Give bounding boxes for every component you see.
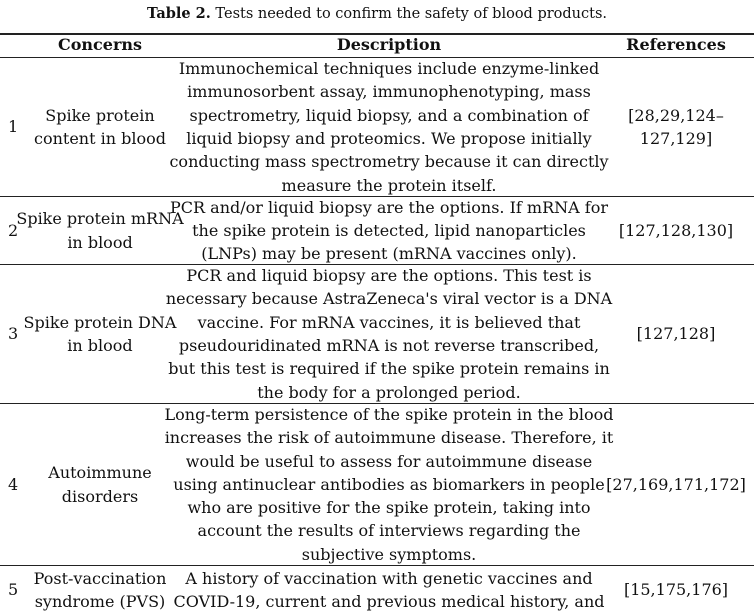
description-line: increases the risk of autoimmune disease. Therefore, it [164,428,614,448]
description-line: the spike protein is detected, lipid nanoparticles [192,220,586,240]
description-line: who are positive for the spike protein, taking into [187,498,591,518]
row-description [170,197,608,264]
concern-line: Spike protein mRNA [16,209,184,229]
concern-line: syndrome (PVS) [34,592,166,611]
header-concerns: Concerns [57,35,143,55]
row-number: 5 [8,580,19,600]
description-line: liquid biopsy and proteomics. We propose initially [186,129,592,148]
table-caption-label: Table 2. [146,5,211,22]
description-line: using antinuclear antibodies as biomarkers in people [173,474,605,494]
description-line: Immunochemical techniques include enzyme-linked [178,59,600,79]
concern-line: Spike protein [45,105,155,125]
table-row [0,265,754,403]
row-description [169,58,609,196]
table-caption [0,4,754,24]
row-references: [127,128] [636,324,716,344]
concern-line: Post-vaccination [33,568,167,588]
row-references: [127,128,130] [618,220,734,240]
table-row [0,197,754,264]
concern-line: in blood [67,232,133,252]
row-number: 4 [8,474,19,494]
description-line: PCR and/or liquid biopsy are the options. If mRNA for [170,197,608,217]
concern-line: in blood [67,336,133,355]
description-line: measure the protein itself. [281,175,497,195]
row-concern [16,197,184,264]
description-line: would be useful to assess for autoimmune disease [185,451,593,471]
description-line: A history of vaccination with genetic vaccines and [185,568,593,588]
row-references: [28,29,124–127,129] [628,105,724,148]
description-line: PCR and liquid biopsy are the options. This test is [186,266,592,286]
description-line: COVID-19, current and previous medical history, and [173,592,605,611]
row-concern [16,404,184,565]
row-description [164,404,614,565]
row-concern [16,265,184,403]
table-row [0,566,754,614]
description-line: spectrometry, liquid biopsy, and a combination of [189,105,589,125]
header-references: References [626,35,726,55]
description-line: subjective symptoms. [301,544,477,564]
description-line: conducting mass spectrometry because it can directly [169,152,609,172]
table-header-row [0,33,754,57]
row-description [165,265,613,403]
concern-line: Autoimmune [48,463,152,483]
row-number: 3 [8,324,19,344]
row-number: 1 [8,117,19,137]
table-row [0,404,754,565]
row-references: [15,175,176] [623,580,729,600]
row-concern [16,566,184,614]
description-line: Long-term persistence of the spike protein in the blood [164,404,614,424]
description-line: the body for a prolonged period. [257,382,521,402]
table-row [0,58,754,196]
description-line: necessary because AstraZeneca's viral vector is a DNA [165,289,613,309]
table-caption-text: Tests needed to confirm the safety of blood products. [210,6,608,22]
concern-line: content in blood [34,129,166,148]
row-concern [16,58,184,196]
description-line: pseudouridinated mRNA is not reverse transcribed, [178,336,600,355]
description-line: immunosorbent assay, immunophenotyping, mass [187,82,591,102]
row-description [173,566,605,614]
description-line: but this test is required if the spike protein remains in [168,359,610,379]
description-line: (LNPs) may be present (mRNA vaccines only). [201,244,577,264]
row-references: [27,169,171,172] [606,474,746,494]
row-number: 2 [8,220,19,240]
concern-line: disorders [61,486,139,506]
description-line: account the results of interviews regarding the [197,521,581,541]
description-line: vaccine. For mRNA vaccines, it is believed that [197,312,581,332]
concern-line: Spike protein DNA [23,312,177,332]
header-description: Description [336,35,442,55]
